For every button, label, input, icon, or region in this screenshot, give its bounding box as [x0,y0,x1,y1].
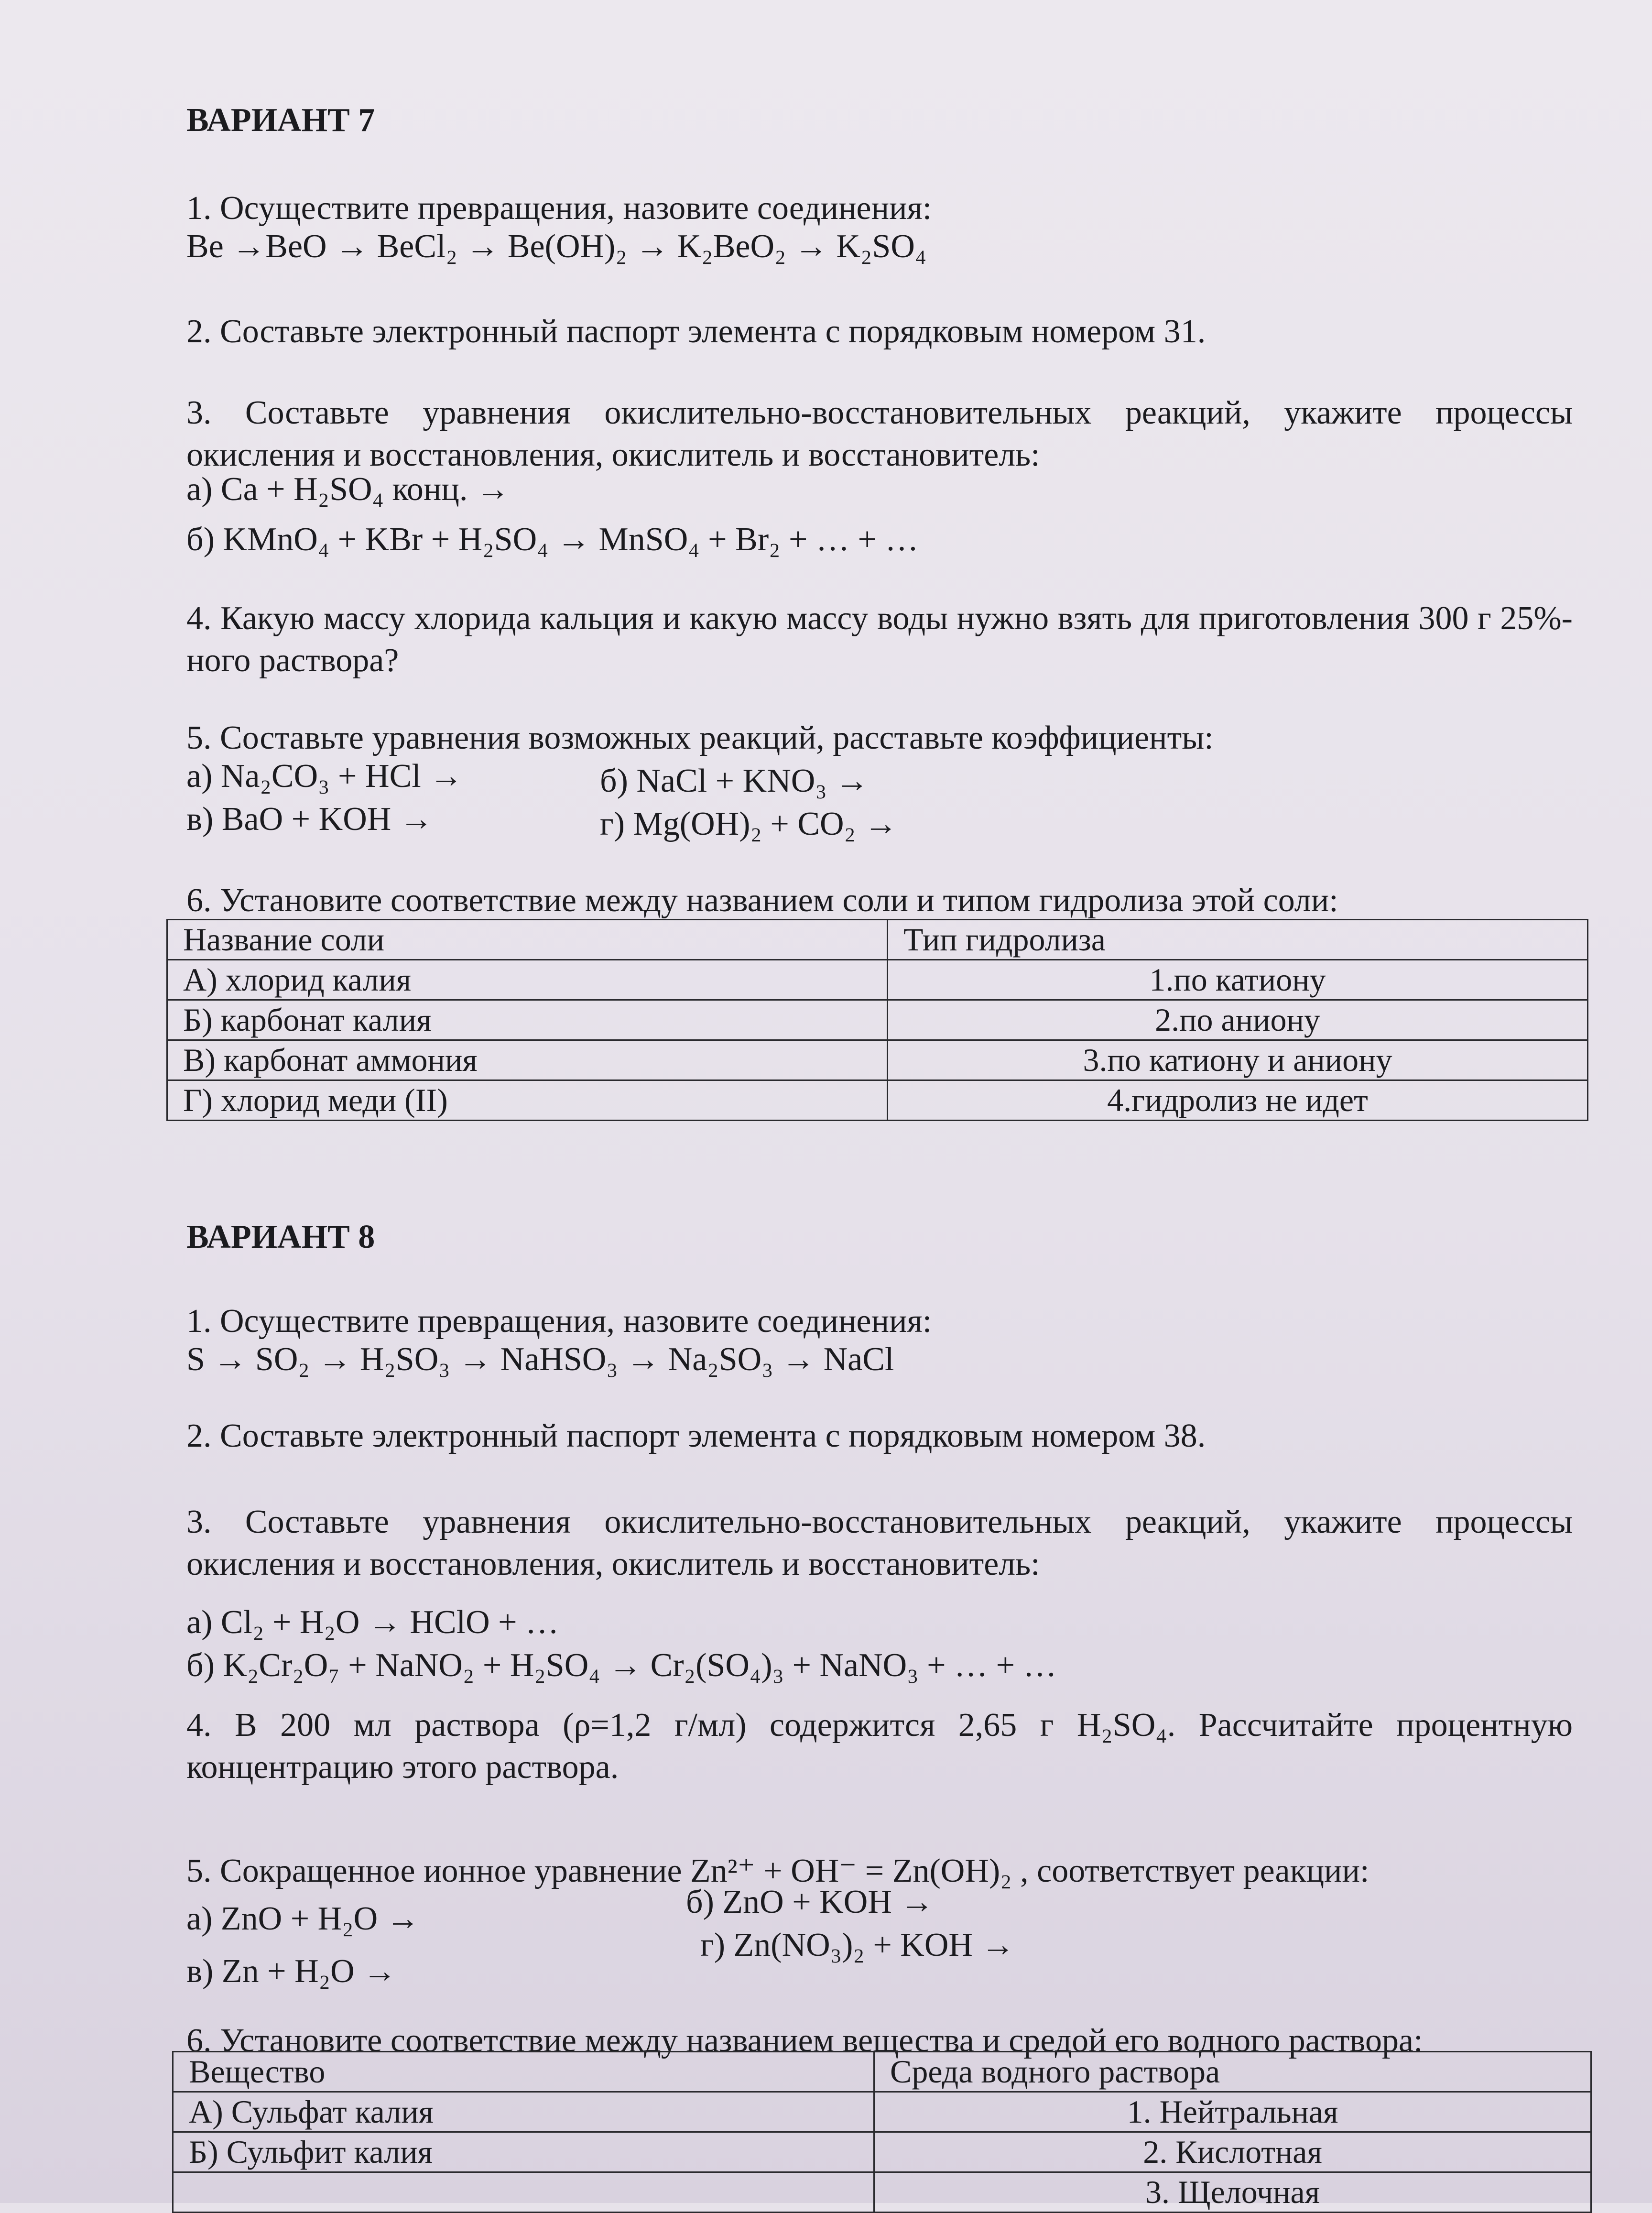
v8-solution-medium-table [172,2051,1592,2213]
v7-q4: 4. Какую массу хлорида кальция и какую массу воды нужно взять для приготовления 300 г 25%-ного раствора? [186,600,1573,679]
table-header-cell: Среда водного раствора [874,2052,1591,2092]
v8-q2: 2. Составьте электронный паспорт элемента с порядковым номером 38. [186,1417,1206,1454]
table-cell: А) Сульфат калия [173,2092,874,2132]
table-cell: Б) карбонат калия [167,1000,888,1040]
table-row [167,1040,1588,1080]
table-row [167,1000,1588,1040]
v7-q5-a: а) Na₂CO₃ + HCl → [186,758,463,795]
table-row [173,2092,1591,2132]
table-cell: 1. Нейтральная [874,2092,1591,2132]
table-cell: 3. Щелочная [874,2172,1591,2213]
table-cell: 2.по аниону [888,1000,1588,1040]
v7-q5-b: б) NaCl + KNO₃ → [600,763,869,799]
v8-q3-a: а) Cl₂ + H₂O → HClO + … [186,1604,559,1641]
variant7-title: ВАРИАНТ 7 [186,102,375,139]
table-cell: 4.гидролиз не идет [888,1080,1588,1121]
table-row [173,2172,1591,2213]
v7-q2: 2. Составьте электронный паспорт элемента с порядковым номером 31. [186,313,1206,350]
table-header-cell: Название соли [167,920,888,960]
table-header-cell: Вещество [173,2052,874,2092]
table-row [167,960,1588,1000]
table-row [173,2132,1591,2172]
v7-q5-v: в) BaO + KOH → [186,801,433,838]
variant8-title: ВАРИАНТ 8 [186,1219,375,1255]
table-header-row [173,2052,1591,2092]
table-cell: 1.по катиону [888,960,1588,1000]
v7-q5-text: 5. Составьте уравнения возможных реакций, расставьте коэффициенты: [186,719,1214,756]
v7-q1-chain: Be →BeO → BeCl₂ → Be(OH)₂ → K₂BeO₂ → K₂SO₄ [186,228,927,265]
v8-q5-v: в) Zn + H₂O → [186,1953,397,1990]
v8-q3-b: б) K₂Cr₂O₇ + NaNO₂ + H₂SO₄ → Cr₂(SO₄)₃ + NaNO₃ + … + … [186,1647,1057,1684]
v8-q1-chain: S → SO₂ → H₂SO₃ → NaHSO₃ → Na₂SO₃ → NaCl [186,1341,894,1378]
table-cell: 2. Кислотная [874,2132,1591,2172]
v8-q5-g: г) Zn(NO₃)₂ + KOH → [700,1927,1015,1963]
table-cell: В) карбонат аммония [167,1040,888,1080]
v8-q3-text: 3. Составьте уравнения окислительно-восстановительных реакций, укажите процессы окисления и восстановления, окислитель и восстановитель: [186,1504,1573,1582]
table-cell: Б) Сульфит калия [173,2132,874,2172]
v7-q1-text: 1. Осуществите превращения, назовите соединения: [186,190,932,227]
table-cell [173,2172,874,2213]
v8-q5-a: а) ZnO + H₂O → [186,1900,420,1937]
table-cell: 3.по катиону и аниону [888,1040,1588,1080]
v8-q5-text: 5. Сокращенное ионное уравнение Zn²⁺ + OH⁻ = Zn(OH)₂ , соответствует реакции: [186,1853,1369,1889]
v7-q3-a: а) Ca + H₂SO₄ конц. → [186,471,510,508]
v7-q5-g: г) Mg(OH)₂ + CO₂ → [600,806,898,842]
v8-q4: 4. В 200 мл раствора (ρ=1,2 г/мл) содержится 2,65 г H₂SO₄. Рассчитайте процентную концентрацию этого раствора. [186,1707,1573,1786]
table-header-cell: Тип гидролиза [888,920,1588,960]
table-cell: А) хлорид калия [167,960,888,1000]
table-header-row [167,920,1588,960]
v8-q1-text: 1. Осуществите превращения, назовите соединения: [186,1303,932,1340]
table-row [167,1080,1588,1121]
v7-q3-text: 3. Составьте уравнения окислительно-восстановительных реакций, укажите процессы окисления и восстановления, окислитель и восстановитель: [186,394,1573,473]
v7-q6-text: 6. Установите соответствие между названием соли и типом гидролиза этой соли: [186,882,1338,919]
v8-q5-b: б) ZnO + KOH → [686,1884,934,1920]
table-cell: Г) хлорид меди (II) [167,1080,888,1121]
v8-q6-text: 6. Установите соответствие между названием вещества и средой его водного раствора: [186,2022,1423,2059]
v7-q3-b: б) KMnO₄ + KBr + H₂SO₄ → MnSO₄ + Br₂ + … + … [186,521,919,558]
v7-hydrolysis-table [166,919,1588,1121]
